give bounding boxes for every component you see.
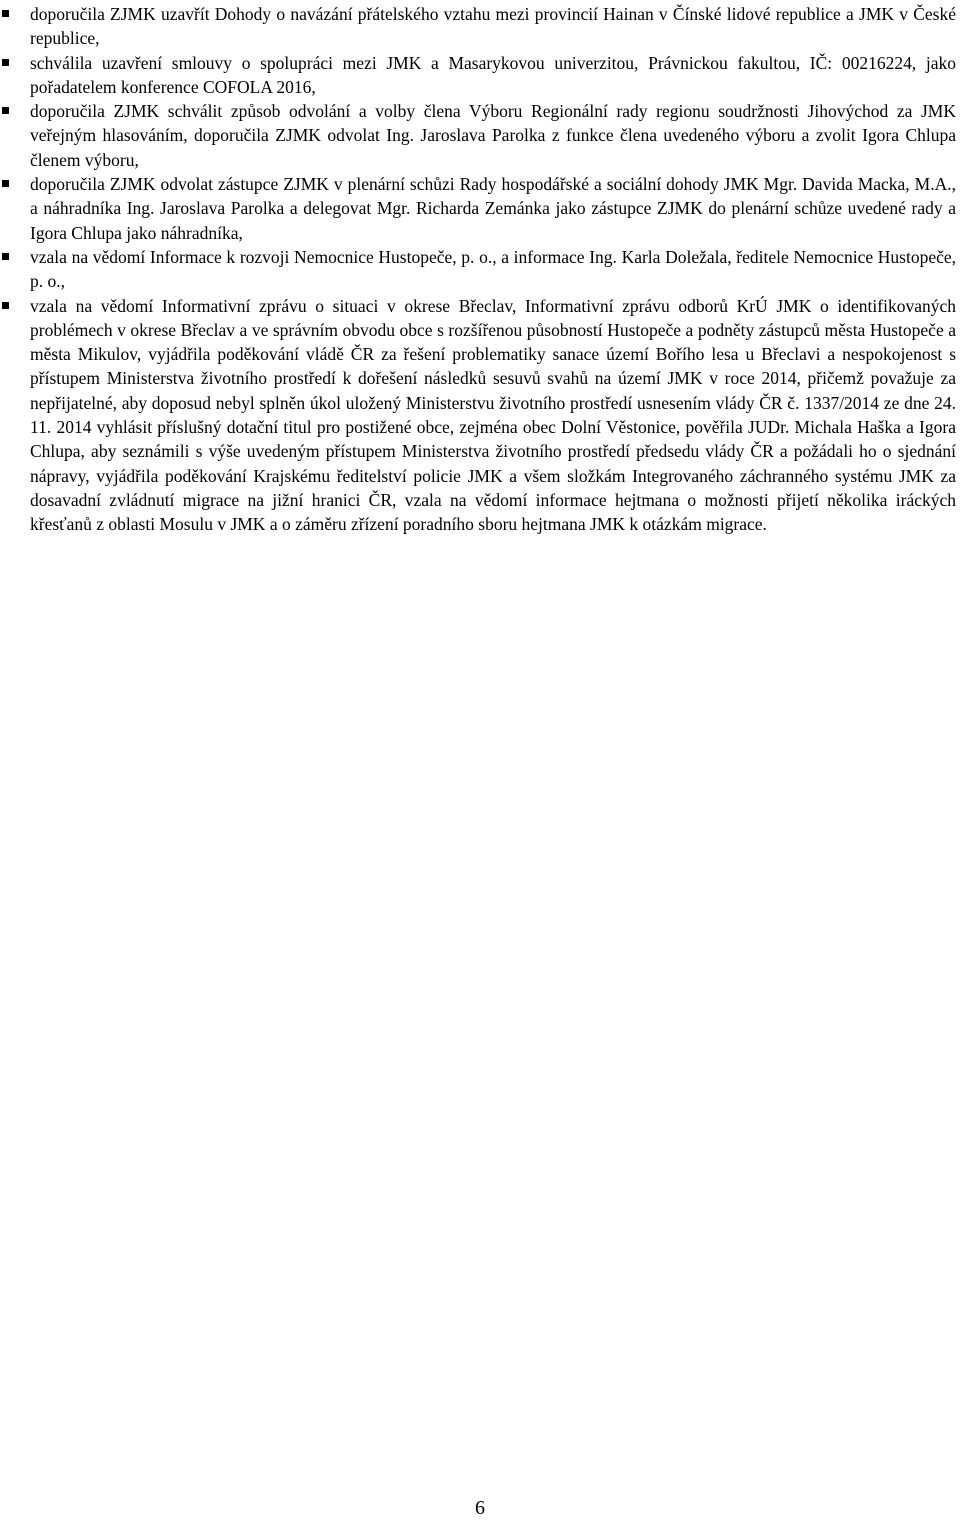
bullet-text: doporučila ZJMK schválit způsob odvolání a volby člena Výboru Regionální rady regionu soudržnosti Jihovýchod za JMK veřejným hlasováním, doporučila ZJMK odvolat Ing. Jaroslava Parolka z funkce člena uvedeného výboru a zvolit Igora Chlupa členem výboru, bbox=[30, 101, 956, 170]
bullet-text: doporučila ZJMK odvolat zástupce ZJMK v plenární schůzi Rady hospodářské a sociální dohody JMK Mgr. Davida Macka, M.A., a náhradníka Ing. Jaroslava Parolka a delegovat Mgr. Richarda Zemánka jako zástupce ZJMK do plenární schůze uvedené rady a Igora Chlupa jako náhradníka, bbox=[30, 174, 956, 243]
bullet-item-regional-council-vote bbox=[30, 99, 956, 172]
bullet-text: vzala na vědomí Informace k rozvoji Nemocnice Hustopeče, p. o., a informace Ing. Karla Doležala, ředitele Nemocnice Hustopeče, p. o., bbox=[30, 246, 956, 292]
square-bullet-icon bbox=[2, 302, 9, 309]
square-bullet-icon bbox=[2, 10, 9, 17]
bullet-item-hainan-agreement bbox=[30, 2, 956, 51]
bullet-text: vzala na vědomí Informativní zprávu o situaci v okrese Břeclav, Informativní zprávu odborů KrÚ JMK o identifikovaných problémech v okrese Břeclav a ve správním obvodu obce s rozšířenou působností Hustopeče a podněty zástupců města Hustopeče a města Mikulov, vyjádřila poděkování vládě ČR za řešení problematiky sanace území Bořího lesa u Břeclavi a nespokojenost s přístupem Ministerstva životního prostředí k dořešení následků sesuvů svahů na území JMK v roce 2014, přičemž považuje za nepřijatelné, aby doposud nebyl splněn úkol uložený Ministerstvu životního prostředí usnesením vlády ČR č. 1337/2014 ze dne 24. 11. 2014 vyhlásit příslušný dotační titul pro postižené obce, zejména obec Dolní Věstonice, pověřila JUDr. Michala Haška a Igora Chlupa, aby seznámili s výše uvedeným přístupem Ministerstva životního prostředí předsedu vlády ČR a požádali ho o sjednání nápravy, vyjádřila poděkování Krajskému ředitelství policie JMK a všem složkám Integrovaného záchranného systému JMK za dosavadní zvládnutí migrace na jižní hranici ČR, vzala na vědomí informace hejtmana o možnosti přijetí několika iráckých křesťanů z oblasti Mosulu v JMK a o záměru zřízení poradního sboru hejtmana JMK k otázkám migrace. bbox=[30, 295, 956, 535]
bullet-text: doporučila ZJMK uzavřít Dohody o navázání přátelského vztahu mezi provincií Hainan v Čínské lidové republice a JMK v České republice, bbox=[30, 4, 956, 49]
bullet-item-hustopece-hospital bbox=[30, 245, 956, 294]
square-bullet-icon bbox=[2, 59, 9, 66]
resolution-bullet-list bbox=[30, 2, 956, 537]
page-number: 6 bbox=[475, 1497, 485, 1519]
square-bullet-icon bbox=[2, 253, 9, 260]
bullet-item-breclav-situation-report bbox=[30, 294, 956, 537]
bullet-item-economic-council-delegates bbox=[30, 172, 956, 245]
bullet-text: schválila uzavření smlouvy o spolupráci mezi JMK a Masarykovou univerzitou, Právnickou fakultou, IČ: 00216224, jako pořadatelem konference COFOLA 2016, bbox=[30, 52, 956, 97]
square-bullet-icon bbox=[2, 107, 9, 114]
bullet-item-cofola-contract bbox=[30, 51, 956, 100]
square-bullet-icon bbox=[2, 180, 9, 187]
